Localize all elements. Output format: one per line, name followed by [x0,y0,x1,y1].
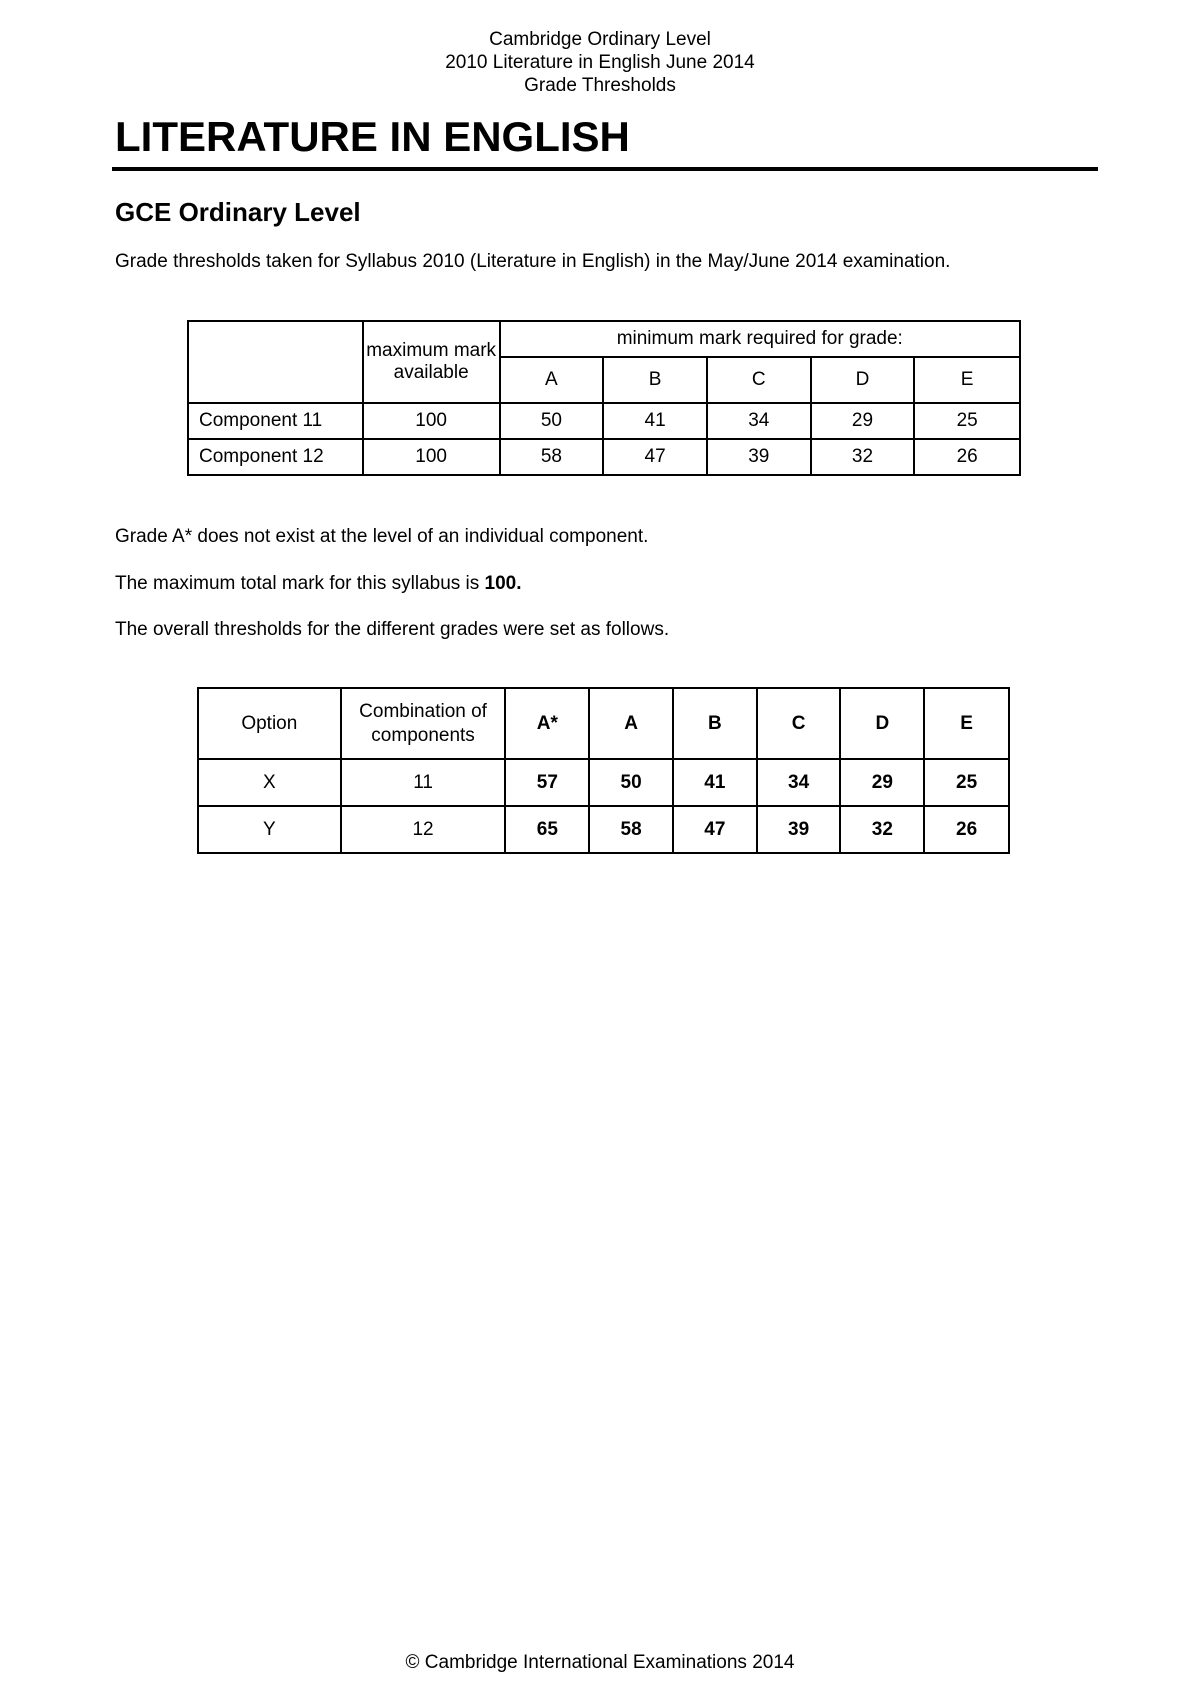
threshold-mark: 26 [924,806,1009,853]
page-title: LITERATURE IN ENGLISH [115,113,630,160]
grade-mark: 39 [707,439,811,475]
threshold-mark: 50 [589,759,673,806]
threshold-mark: 32 [840,806,924,853]
table-row [198,759,1009,806]
table1-grade-header: B [603,357,707,403]
astar-note: Grade A* does not exist at the level of an individual component. [115,526,649,547]
threshold-mark: 65 [505,806,589,853]
table1-grade-header: E [914,357,1020,403]
max-total-value: 100. [484,573,522,594]
table-row [188,439,1020,475]
grade-header: A [589,688,673,759]
threshold-mark: 29 [840,759,924,806]
document-header [0,28,1200,97]
grade-mark: 34 [707,403,811,439]
option-value: X [198,759,341,806]
combination-value: 11 [341,759,506,806]
grade-mark: 50 [500,403,604,439]
threshold-mark: 39 [757,806,841,853]
header-line-board: Cambridge Ordinary Level [489,29,711,50]
option-thresholds-table [197,687,1010,854]
table1-blank-header [188,321,363,403]
threshold-mark: 58 [589,806,673,853]
component-name: Component 12 [188,439,363,475]
grade-mark: 32 [811,439,915,475]
header-line-doc-type: Grade Thresholds [524,75,676,96]
table1-grade-header: D [811,357,915,403]
table1-min-header: minimum mark required for grade: [500,321,1020,357]
option-value: Y [198,806,341,853]
component-max: 100 [363,403,500,439]
grade-header: D [840,688,924,759]
max-total-prefix: The maximum total mark for this syllabus is [115,573,485,594]
component-thresholds-table [187,320,1021,476]
header-line-syllabus: 2010 Literature in English June 2014 [445,52,755,73]
combination-header: Combination of components [341,688,506,759]
table1-grade-header: A [500,357,604,403]
table-row [198,806,1009,853]
grade-header: E [924,688,1009,759]
grade-mark: 41 [603,403,707,439]
grade-mark: 29 [811,403,915,439]
table-row [188,403,1020,439]
threshold-mark: 34 [757,759,841,806]
page-subtitle: GCE Ordinary Level [115,197,361,227]
threshold-mark: 47 [673,806,757,853]
threshold-mark: 25 [924,759,1009,806]
grade-header: C [757,688,841,759]
option-header: Option [198,688,341,759]
overall-note: The overall thresholds for the different grades were set as follows. [115,619,670,640]
max-total-note [115,572,522,596]
component-name: Component 11 [188,403,363,439]
combination-value: 12 [341,806,506,853]
grade-mark: 25 [914,403,1020,439]
table1-max-header: maximum mark available [363,321,500,403]
title-divider [112,167,1098,171]
grade-header: A* [505,688,589,759]
grade-mark: 47 [603,439,707,475]
grade-mark: 26 [914,439,1020,475]
grade-mark: 58 [500,439,604,475]
grade-header: B [673,688,757,759]
table1-grade-header: C [707,357,811,403]
copyright-footer: © Cambridge International Examinations 2014 [405,1652,795,1673]
threshold-mark: 57 [505,759,589,806]
component-max: 100 [363,439,500,475]
intro-text: Grade thresholds taken for Syllabus 2010 (Literature in English) in the May/June 2014 examination. [115,251,951,272]
threshold-mark: 41 [673,759,757,806]
